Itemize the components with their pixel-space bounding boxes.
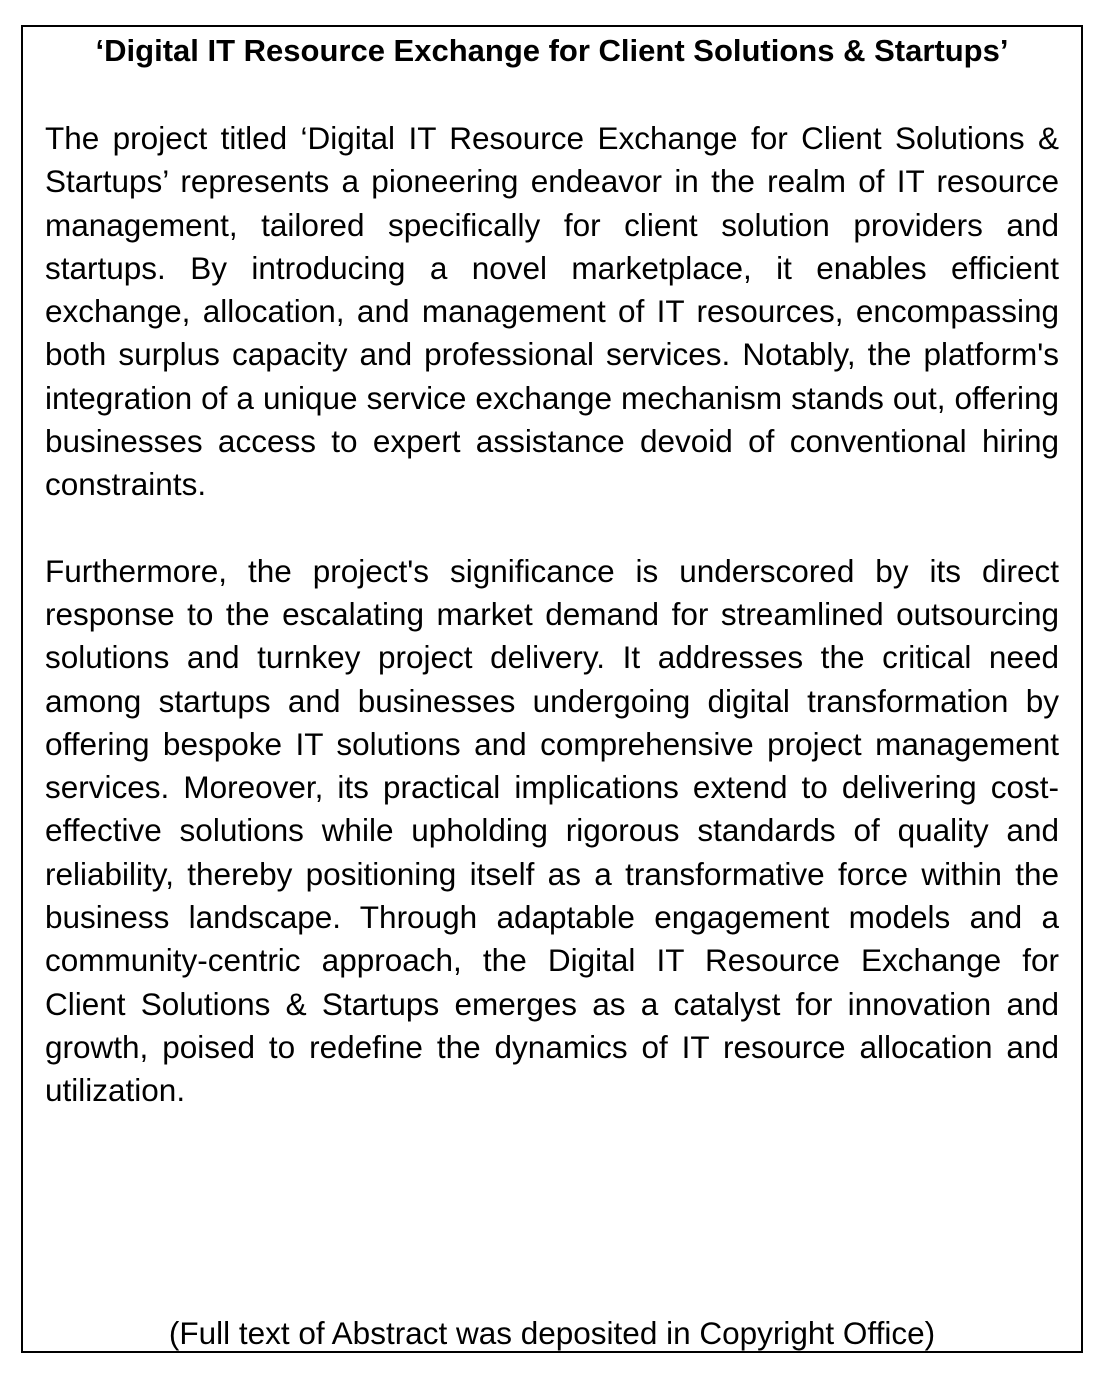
document-title: ‘Digital IT Resource Exchange for Client Solutions & Startups’ — [95, 33, 1009, 68]
abstract-box — [21, 25, 1083, 1353]
abstract-paragraph-1: The project titled ‘Digital IT Resource Exchange for Client Solutions & Startups’ represents a pioneering endeavor in the realm of IT resource management, tailored specifically for client solution providers and startups. By introducing a novel marketplace, it enables efficient exchange, allocation, and management of IT resources, encompassing both surplus capacity and professional services. Notably, the platform's integration of a unique service exchange mechanism stands out, offering businesses access to expert assistance devoid of conventional hiring constraints. — [45, 120, 1059, 503]
abstract-paragraph-2: Furthermore, the project's significance is underscored by its direct response to the escalating market demand for streamlined outsourcing solutions and turnkey project delivery. It addresses the critical need among startups and businesses undergoing digital transformation by offering bespoke IT solutions and comprehensive project management services. Moreover, its practical implications extend to delivering cost-effective solutions while upholding rigorous standards of quality and reliability, thereby positioning itself as a transformative force within the business landscape. Through adaptable engagement models and a community-centric approach, the Digital IT Resource Exchange for Client Solutions & Startups emerges as a catalyst for innovation and growth, poised to redefine the dynamics of IT resource allocation and utilization. — [45, 552, 1059, 1109]
footer-note: (Full text of Abstract was deposited in Copyright Office) — [168, 1315, 936, 1351]
